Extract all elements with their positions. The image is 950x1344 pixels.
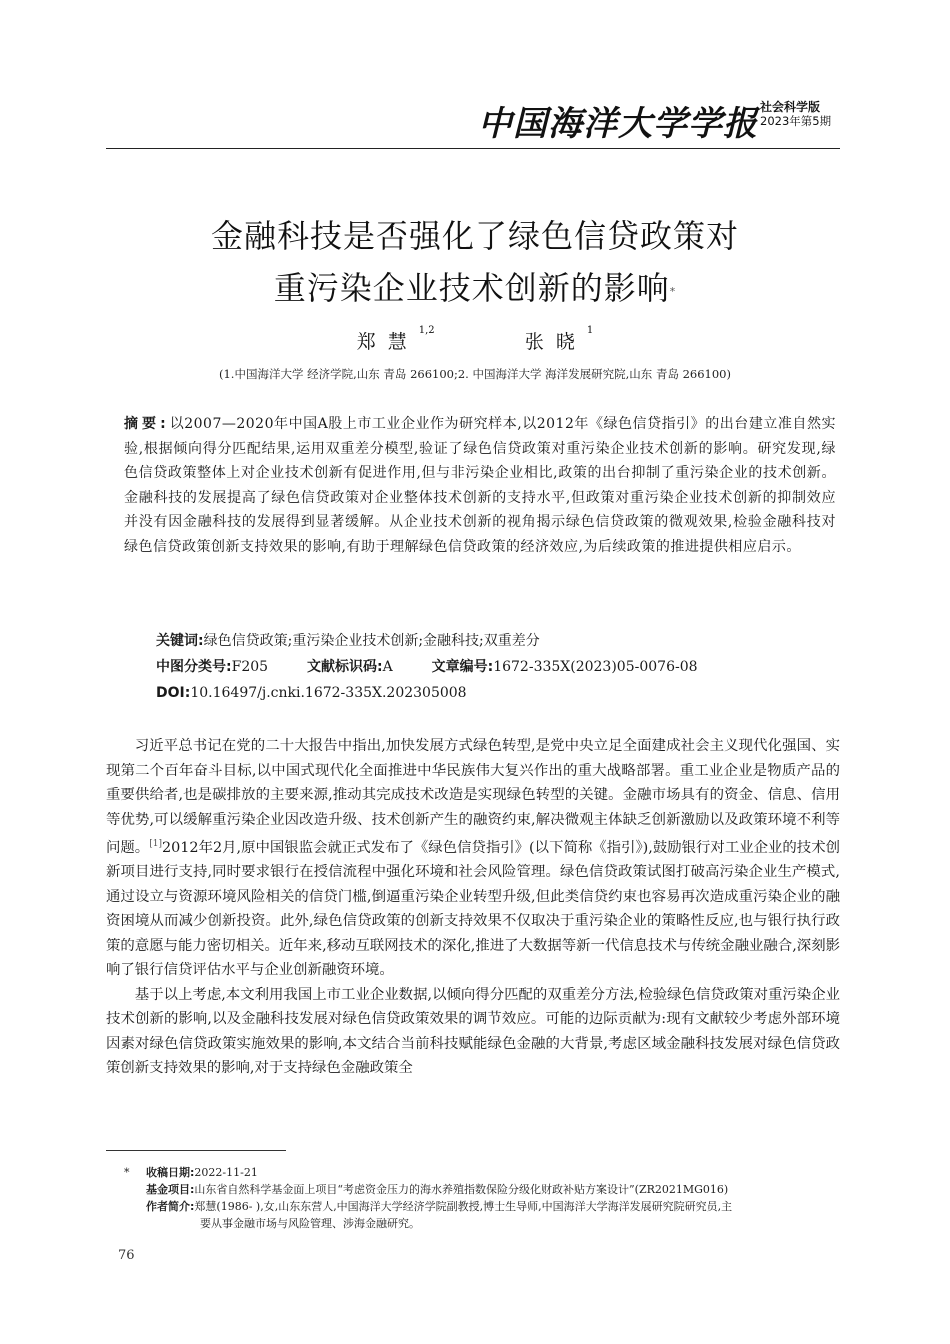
author-affiliation-mark: 1,2 — [418, 325, 435, 336]
fund-label: 基金项目: — [146, 1183, 195, 1196]
footnotes — [124, 1164, 840, 1232]
body-paragraph — [106, 734, 840, 983]
keywords-value: 绿色信贷政策;重污染企业技术创新;金融科技;双重差分 — [203, 633, 540, 649]
article-number-value: 1672-335X(2023)05-0076-08 — [493, 659, 698, 675]
clc-value: F205 — [231, 659, 269, 675]
author-name: 郑慧 — [356, 331, 419, 353]
keywords-label: 关键词: — [156, 633, 204, 649]
footnote-received — [124, 1164, 840, 1181]
footnote-rule — [106, 1150, 286, 1151]
article-number-label: 文章编号: — [431, 659, 494, 675]
title-line-1: 金融科技是否强化了绿色信贷政策对 — [210, 217, 739, 255]
fund-value: 山东省自然科学基金面上项目“考虑资金压力的海水养殖指数保险分级化财政补贴方案设计”(ZR2021MG016) — [194, 1183, 729, 1196]
author-name: 张晓 — [524, 331, 587, 353]
abstract — [124, 412, 836, 560]
title-line-2-text: 重污染企业技术创新的影响 — [273, 269, 670, 307]
journal-name: 中国海洋大学学报 — [478, 104, 758, 144]
body-text — [106, 734, 840, 1081]
abstract-label: 摘要: — [124, 416, 170, 432]
clc-label: 中图分类号: — [156, 659, 232, 675]
title-footnote-mark: * — [669, 285, 677, 298]
paragraph-1-part-a: 习近平总书记在党的二十大报告中指出,加快发展方式绿色转型,是党中央立足全面建成社会主义现代化强国、实现第二个百年奋斗目标,以中国式现代化全面推进中华民族伟大复兴作出的重大战略部署。重工业企业是物质产品的重要供给者,也是碳排放的主要来源,推动其完成技术改造是实现绿色转型的关键。金融市场具有的资金、信息、信用等优势,可以缓解重污染企业因改造升级、技术创新产生的融资约束,解决微观主体缺乏创新激励以及政策环境不利等问题。 — [106, 738, 840, 856]
affiliation: (1.中国海洋大学 经济学院,山东 青岛 266100;2. 中国海洋大学 海洋发展研究院,山东 青岛 266100) — [219, 367, 731, 381]
edition-issue: 2023年第5期 — [760, 114, 832, 128]
edition-section: 社会科学版 — [760, 100, 821, 114]
received-label: 收稿日期: — [146, 1166, 195, 1179]
author-list — [0, 327, 950, 354]
keywords — [156, 632, 540, 650]
classification — [156, 658, 698, 676]
page-number: 76 — [118, 1248, 135, 1263]
article-title — [0, 210, 950, 314]
author-bio-label: 作者简介: — [146, 1200, 195, 1213]
paragraph-1-part-b: 2012年2月,原中国银监会就正式发布了《绿色信贷指引》(以下简称《指引》),鼓励银行对工业企业的技术创新项目进行支持,同时要求银行在授信流程中强化环境和社会风险管理。绿色信贷政策试图打破高污染企业生产模式,通过设立与资源环境风险相关的信贷门槛,倒逼重污染企业转型升级,但此类信贷约束也容易再次造成重污染企业的融资困境从而减少创新投资。此外,绿色信贷政策的创新支持效果不仅取决于重污染企业的策略性反应,也与银行执行政策的意愿与能力密切相关。近年来,移动互联网技术的深化,推进了大数据等新一代信息技术与传统金融业融合,深刻影响了银行信贷评估水平与企业创新融资环境。 — [106, 839, 840, 979]
abstract-text: 以2007—2020年中国A股上市工业企业作为研究样本,以2012年《绿色信贷指引》的出台建立准自然实验,根据倾向得分匹配结果,运用双重差分模型,验证了绿色信贷政策对重污染企业技术创新的影响。研究发现,绿色信贷政策整体上对企业技术创新有促进作用,但与非污染企业相比,政策的出台抑制了重污染企业的技术创新。金融科技的发展提高了绿色信贷政策对企业整体技术创新的支持水平,但政策对重污染企业技术创新的抑制效应并没有因金融科技的发展得到显著缓解。从企业技术创新的视角揭示绿色信贷政策的微观效果,检验金融科技对绿色信贷政策创新支持效果的影响,有助于理解绿色信贷政策的经济效应,为后续政策的推进提供相应启示。 — [124, 416, 836, 555]
footnote-star: * — [124, 1166, 130, 1179]
author-bio-value: 郑慧(1986- ),女,山东东营人,中国海洋大学经济学院副教授,博士生导师,中国海洋大学海洋发展研究院研究员,主 — [194, 1200, 733, 1213]
doc-code-label: 文献标识码: — [306, 659, 383, 675]
doi — [156, 684, 467, 702]
footnote-author — [124, 1198, 840, 1215]
footnote-author-continued: 要从事金融市场与风险管理、涉海金融研究。 — [200, 1217, 420, 1230]
journal-header — [106, 92, 840, 149]
citation-ref: [1] — [149, 839, 162, 849]
doi-label: DOI: — [156, 685, 191, 701]
doc-code-value: A — [382, 659, 393, 675]
footnote-fund — [124, 1181, 840, 1198]
title-line-2 — [0, 262, 950, 314]
body-paragraph: 基于以上考虑,本文利用我国上市工业企业数据,以倾向得分匹配的双重差分方法,检验绿色信贷政策对重污染企业技术创新的影响,以及金融科技发展对绿色信贷政策效果的调节效应。可能的边际贡献为:现有文献较少考虑外部环境因素对绿色信贷政策实施效果的影响,本文结合当前科技赋能绿色金融的大背景,考虑区域金融科技发展对绿色信贷政策创新支持效果的影响,对于支持绿色金融政策全 — [106, 986, 840, 1077]
doi-value: 10.16497/j.cnki.1672-335X.202305008 — [190, 685, 467, 701]
received-value: 2022-11-21 — [194, 1166, 258, 1179]
author-affiliation-mark: 1 — [586, 325, 594, 336]
journal-edition — [760, 100, 836, 128]
